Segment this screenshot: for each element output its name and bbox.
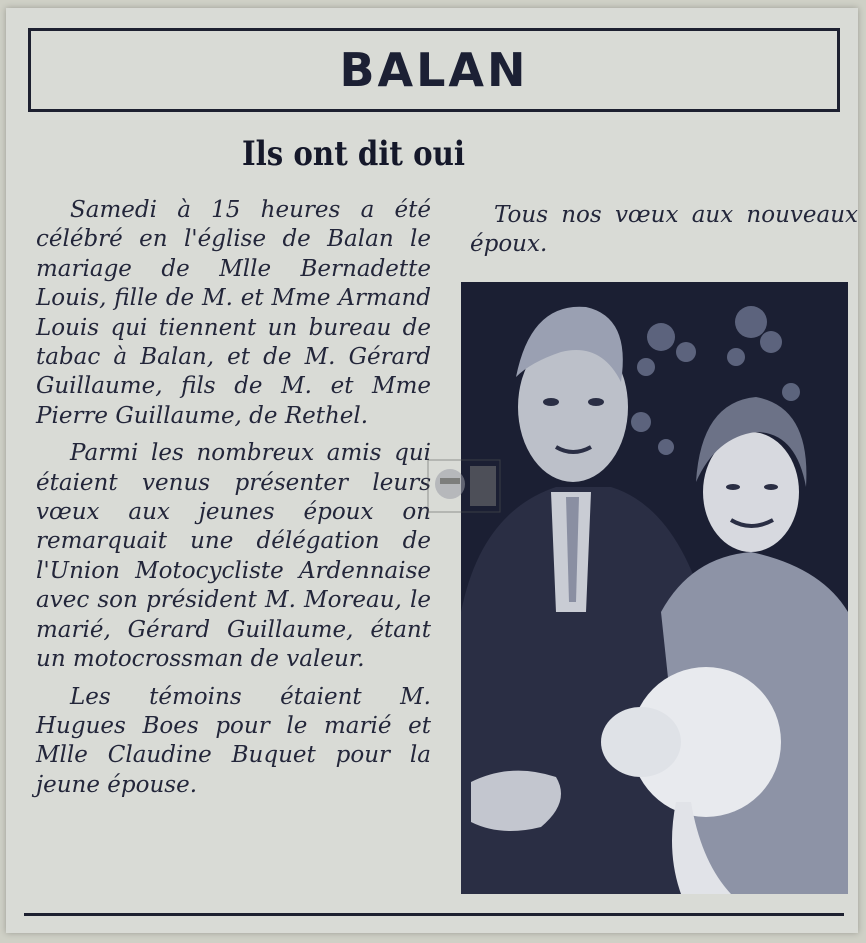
bottom-rule: [24, 913, 844, 916]
article-headline: Ils ont dit oui: [242, 134, 465, 174]
article-closing-line: Tous nos vœux aux nouveaux époux.: [470, 202, 858, 258]
masthead-box: [28, 28, 840, 112]
article-right-column: [470, 201, 858, 260]
article-left-column: [36, 196, 431, 808]
wedding-photo: [461, 282, 848, 894]
masthead-title: BALAN: [339, 43, 529, 97]
wedding-photo-image: [461, 282, 848, 894]
article-paragraph: Les témoins étaient M. Hugues Boes pour le marié et Mlle Claudine Buquet pour la jeune épouse.: [36, 683, 431, 798]
watermark-logo-icon: [426, 458, 502, 514]
article-paragraph: Samedi à 15 heures a été célébré en l'église de Balan le mariage de Mlle Bernadette Louis, fille de M. et Mme Armand Louis qui tiennent un bureau de tabac à Balan, et de M. Gérard Guillaume, fils de M. et Mme Pierre Guillaume, de Rethel.: [36, 197, 431, 429]
newspaper-clipping: [6, 8, 858, 933]
article-paragraph: Parmi les nombreux amis qui étaient venus présenter leurs vœux aux jeunes époux on remarquait une délégation de l'Union Motocycliste Ardennaise avec son président M. Moreau, le marié, Gérard Guillaume, étant un motocrossman de valeur.: [36, 440, 431, 673]
